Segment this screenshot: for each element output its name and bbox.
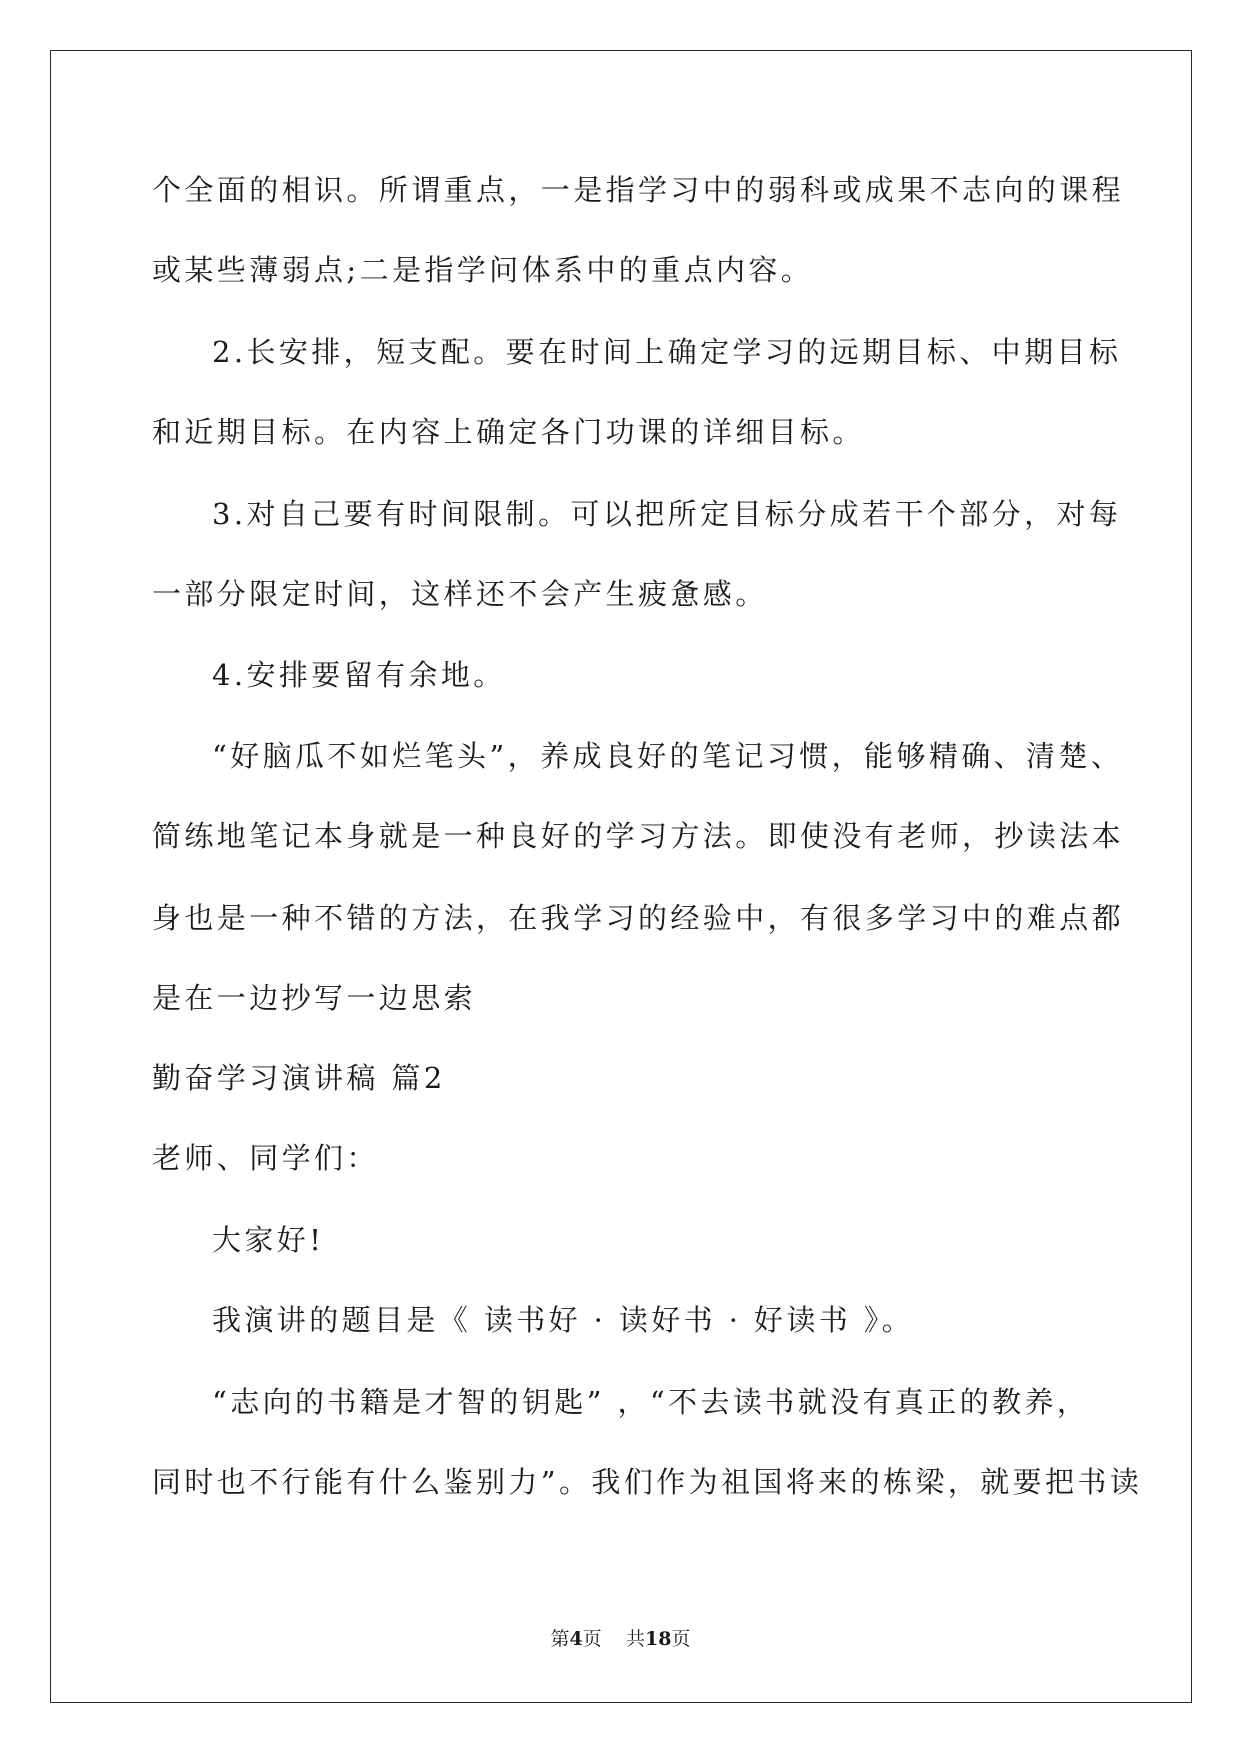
text-line-9: 简练地笔记本身就是一种良好的学习方法。即使没有老师，抄读法本 xyxy=(152,819,1125,853)
section-heading: 勤奋学习演讲稿 篇2 xyxy=(152,1061,446,1095)
page-footer xyxy=(0,1624,1241,1651)
text-line-5: 3.对自己要有时间限制。可以把所定目标分成若干个部分，对每 xyxy=(212,497,1122,531)
text-line-15: 我演讲的题目是《 读书好 · 读好书 · 好读书 》。 xyxy=(212,1303,915,1337)
footer-prefix: 第 xyxy=(550,1628,570,1650)
text-line-6: 一部分限定时间，这样还不会产生疲惫感。 xyxy=(152,577,768,611)
text-line-17: 同时也不行能有什么鉴别力”。我们作为祖国将来的栋梁，就要把书读 xyxy=(152,1465,1143,1499)
page-border xyxy=(50,50,1192,1703)
footer-page-suffix: 页 xyxy=(582,1628,602,1650)
footer-page-number: 4 xyxy=(569,1628,583,1650)
text-line-10: 身也是一种不错的方法，在我学习的经验中，有很多学习中的难点都 xyxy=(152,901,1125,935)
text-line-8: “好脑瓜不如烂笔头”，养成良好的笔记习惯，能够精确、清楚、 xyxy=(212,739,1124,773)
footer-total-pages: 18 xyxy=(644,1628,672,1650)
greeting: 大家好! xyxy=(212,1223,325,1257)
text-line-11: 是在一边抄写一边思索 xyxy=(152,981,477,1015)
text-line-2: 或某些薄弱点;二是指学问体系中的重点内容。 xyxy=(152,253,814,287)
text-line-4: 和近期目标。在内容上确定各门功课的详细目标。 xyxy=(152,415,865,449)
text-line-7: 4.安排要留有余地。 xyxy=(212,658,506,692)
salutation: 老师、同学们： xyxy=(152,1141,379,1175)
text-line-16: “志向的书籍是才智的钥匙” ，“不去读书就没有真正的教养， xyxy=(212,1385,1090,1419)
text-line-1: 个全面的相识。所谓重点，一是指学习中的弱科或成果不志向的课程 xyxy=(152,173,1125,207)
footer-total-suffix: 页 xyxy=(671,1628,691,1650)
text-line-3: 2.长安排，短支配。要在时间上确定学习的远期目标、中期目标 xyxy=(212,335,1122,369)
footer-total-prefix: 共 xyxy=(625,1628,645,1650)
